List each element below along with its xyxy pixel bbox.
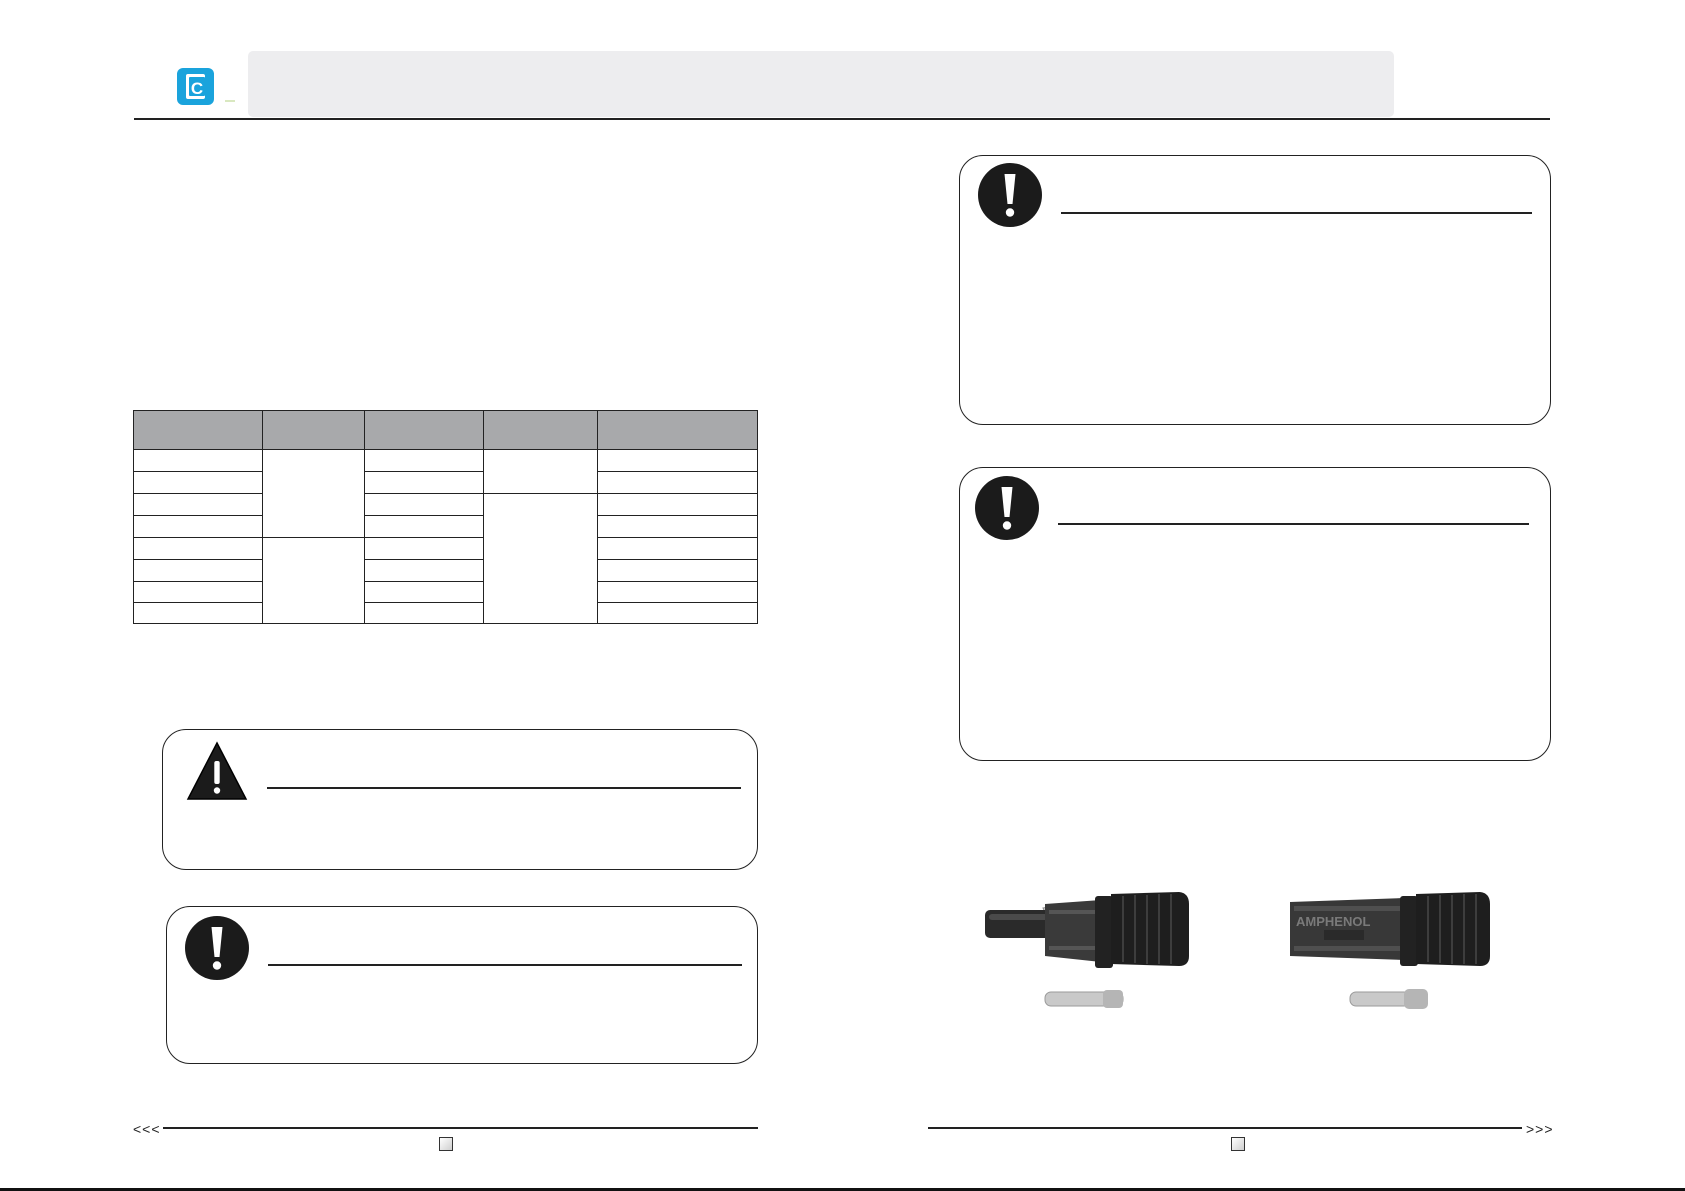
attention-heading-rule bbox=[1058, 523, 1529, 525]
specification-table bbox=[133, 410, 758, 624]
mc4-male-connector-photo bbox=[983, 890, 1196, 1017]
table-cell bbox=[597, 581, 758, 603]
page-number-box-right bbox=[1231, 1137, 1245, 1151]
attention-heading-rule bbox=[1061, 212, 1532, 214]
table-cell bbox=[133, 515, 263, 538]
header-bar bbox=[248, 51, 1394, 117]
table-cell bbox=[597, 559, 758, 582]
table-merged-cell bbox=[483, 449, 598, 494]
table-cell bbox=[597, 471, 758, 494]
table-header-cell bbox=[133, 410, 263, 450]
table-cell bbox=[597, 449, 758, 472]
table-cell bbox=[364, 581, 484, 603]
logo-accent bbox=[225, 100, 235, 102]
table-cell bbox=[133, 449, 263, 472]
table-header-cell bbox=[483, 410, 598, 450]
exclamation-circle-icon bbox=[974, 475, 1040, 541]
table-cell bbox=[364, 602, 484, 624]
table-cell bbox=[597, 493, 758, 516]
svg-text:C: C bbox=[190, 79, 204, 98]
table-cell bbox=[597, 602, 758, 624]
table-cell bbox=[133, 493, 263, 516]
svg-text:AMPHENOL: AMPHENOL bbox=[1296, 914, 1371, 929]
attention-box-middle bbox=[959, 467, 1551, 761]
table-cell bbox=[597, 515, 758, 538]
table-merged-cell bbox=[262, 449, 365, 538]
previous-page-arrows[interactable]: <<< bbox=[133, 1121, 161, 1137]
mc4-female-connector-photo bbox=[1284, 890, 1493, 1016]
table-cell bbox=[364, 449, 484, 472]
attention-box-left bbox=[166, 906, 758, 1064]
exclamation-circle-icon bbox=[977, 162, 1043, 228]
attention-heading-rule bbox=[268, 964, 742, 966]
table-cell bbox=[133, 581, 263, 603]
header-rule-left bbox=[134, 118, 929, 120]
attention-box-top bbox=[959, 155, 1551, 425]
table-header-cell bbox=[364, 410, 484, 450]
table-cell bbox=[364, 493, 484, 516]
table-cell bbox=[597, 537, 758, 560]
table-cell bbox=[364, 537, 484, 560]
table-merged-cell bbox=[483, 493, 598, 624]
table-merged-cell bbox=[262, 537, 365, 624]
table-cell bbox=[133, 559, 263, 582]
footer-rule-right bbox=[928, 1127, 1522, 1129]
table-cell bbox=[364, 515, 484, 538]
caution-box bbox=[162, 729, 758, 870]
page-number-box-left bbox=[439, 1137, 453, 1151]
table-cell bbox=[364, 559, 484, 582]
next-page-arrows[interactable]: >>> bbox=[1526, 1121, 1554, 1137]
exclamation-circle-icon bbox=[184, 915, 250, 981]
table-cell bbox=[133, 537, 263, 560]
company-logo bbox=[177, 68, 214, 105]
table-cell bbox=[364, 471, 484, 494]
footer-rule-left bbox=[163, 1127, 758, 1129]
header-rule-right bbox=[927, 118, 1550, 120]
table-cell bbox=[133, 602, 263, 624]
table-header-cell bbox=[597, 410, 758, 450]
warning-triangle-icon bbox=[186, 740, 248, 802]
table-cell bbox=[133, 471, 263, 494]
table-header-cell bbox=[262, 410, 365, 450]
caution-heading-rule bbox=[267, 787, 741, 789]
